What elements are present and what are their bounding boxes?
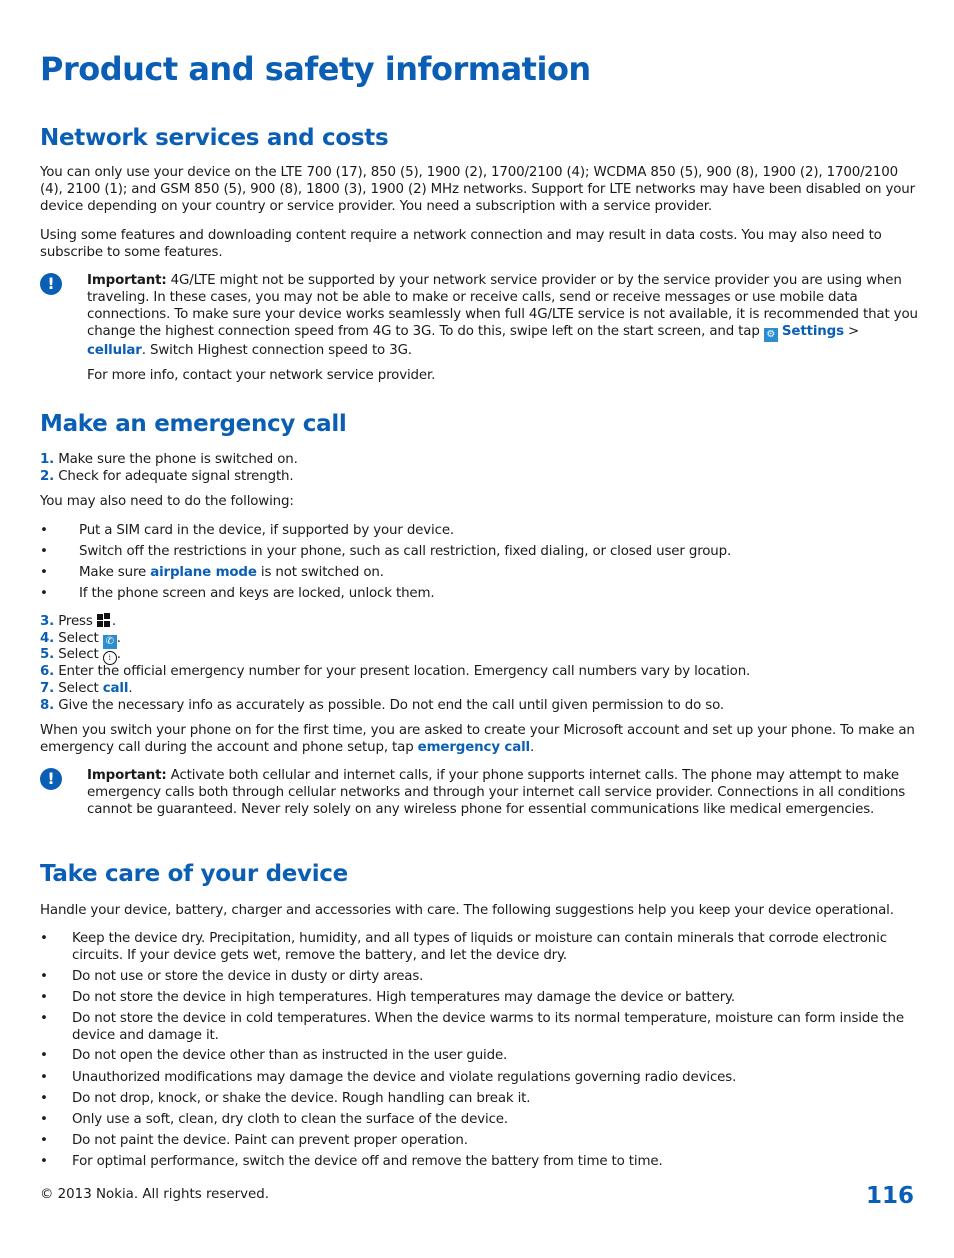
step-8: 8. Give the necessary info as accurately as possible. Do not end the call until given permission to do so. bbox=[40, 698, 724, 713]
more-info-text: For more info, contact your network service provider. bbox=[87, 368, 436, 383]
first-time-text: When you switch your phone on for the first time, you are asked to create your Microsoft account and set up your phone. To make an emergency call during the account and phone setup, tap emergency call. bbox=[40, 723, 915, 755]
settings-label: Settings bbox=[781, 324, 844, 339]
step-7: 7. Select call. bbox=[40, 681, 133, 696]
important-label: Important: bbox=[87, 768, 167, 783]
step-3: 3. Press . bbox=[40, 614, 116, 629]
cellular-label: cellular bbox=[87, 343, 142, 358]
warning-icon: ! bbox=[40, 273, 62, 295]
care-intro: Handle your device, battery, charger and accessories with care. The following suggestions help you keep your device operational. bbox=[40, 903, 894, 918]
important-text: 4G/LTE might not be supported by your network service provider or by the service provider you are using when traveling. In these cases, you may not be able to make or receive calls, send or receive messages or use mobile data connections. To make sure your device works seamlessly when full 4G/LTE service is not available, it is recommended that you change the highest connection speed from 4G to 3G. To do this, swipe left on the start screen, and tap bbox=[87, 273, 918, 339]
arrow: > bbox=[848, 324, 860, 339]
important-text: Activate both cellular and internet calls, if your phone supports internet calls. The phone may attempt to make emergency calls both through cellular networks and through your internet call service provider. Connections in all conditions cannot be guaranteed. Never rely solely on any wireless phone for essential communications like medical emergencies. bbox=[87, 768, 906, 817]
important-label: Important: bbox=[87, 273, 167, 288]
step-1: 1. Make sure the phone is switched on. bbox=[40, 452, 298, 467]
step-4: 4. Select ✆ . bbox=[40, 631, 121, 647]
copyright: © 2013 Nokia. All rights reserved. bbox=[40, 1187, 270, 1202]
warning-icon: ! bbox=[40, 768, 62, 790]
dialpad-icon: ⁞ bbox=[103, 651, 117, 665]
section-heading-network: Network services and costs bbox=[40, 125, 389, 151]
also-text: You may also need to do the following: bbox=[40, 494, 294, 509]
network-paragraph-2: Using some features and downloading content require a network connection and may result in data costs. You may also need to subscribe to some features. bbox=[40, 228, 882, 260]
settings-gear-icon: ⚙ bbox=[764, 328, 778, 342]
phone-tile-icon: ✆ bbox=[103, 635, 117, 649]
important-tail: . Switch Highest connection speed to 3G. bbox=[141, 343, 412, 358]
step-5: 5. Select ⁞ . bbox=[40, 646, 920, 665]
windows-key-icon bbox=[97, 613, 112, 627]
section-heading-care: Take care of your device bbox=[40, 861, 348, 887]
section-heading-emergency: Make an emergency call bbox=[40, 411, 347, 437]
page-number: 116 bbox=[865, 1183, 914, 1209]
page-title: Product and safety information bbox=[40, 50, 591, 88]
step-2: 2. Check for adequate signal strength. bbox=[40, 469, 294, 484]
step-6: 6. Enter the official emergency number for your present location. Emergency call numbers vary by location. bbox=[40, 664, 751, 679]
emergency-important-note bbox=[87, 767, 922, 818]
network-important-note bbox=[87, 272, 922, 359]
network-paragraph-1: You can only use your device on the LTE 700 (17), 850 (5), 1900 (2), 1700/2100 (4); WCDMA 850 (5), 900 (8), 1900 (2), 1700/2100 (4), 2100 (1); and GSM 850 (5), 900 (8), 1800 (3), 1900 (2) MHz networks. Support for LTE networks may have been disabled on your device depending on your country or service provider. You need a subscription with a service provider. bbox=[40, 165, 915, 214]
